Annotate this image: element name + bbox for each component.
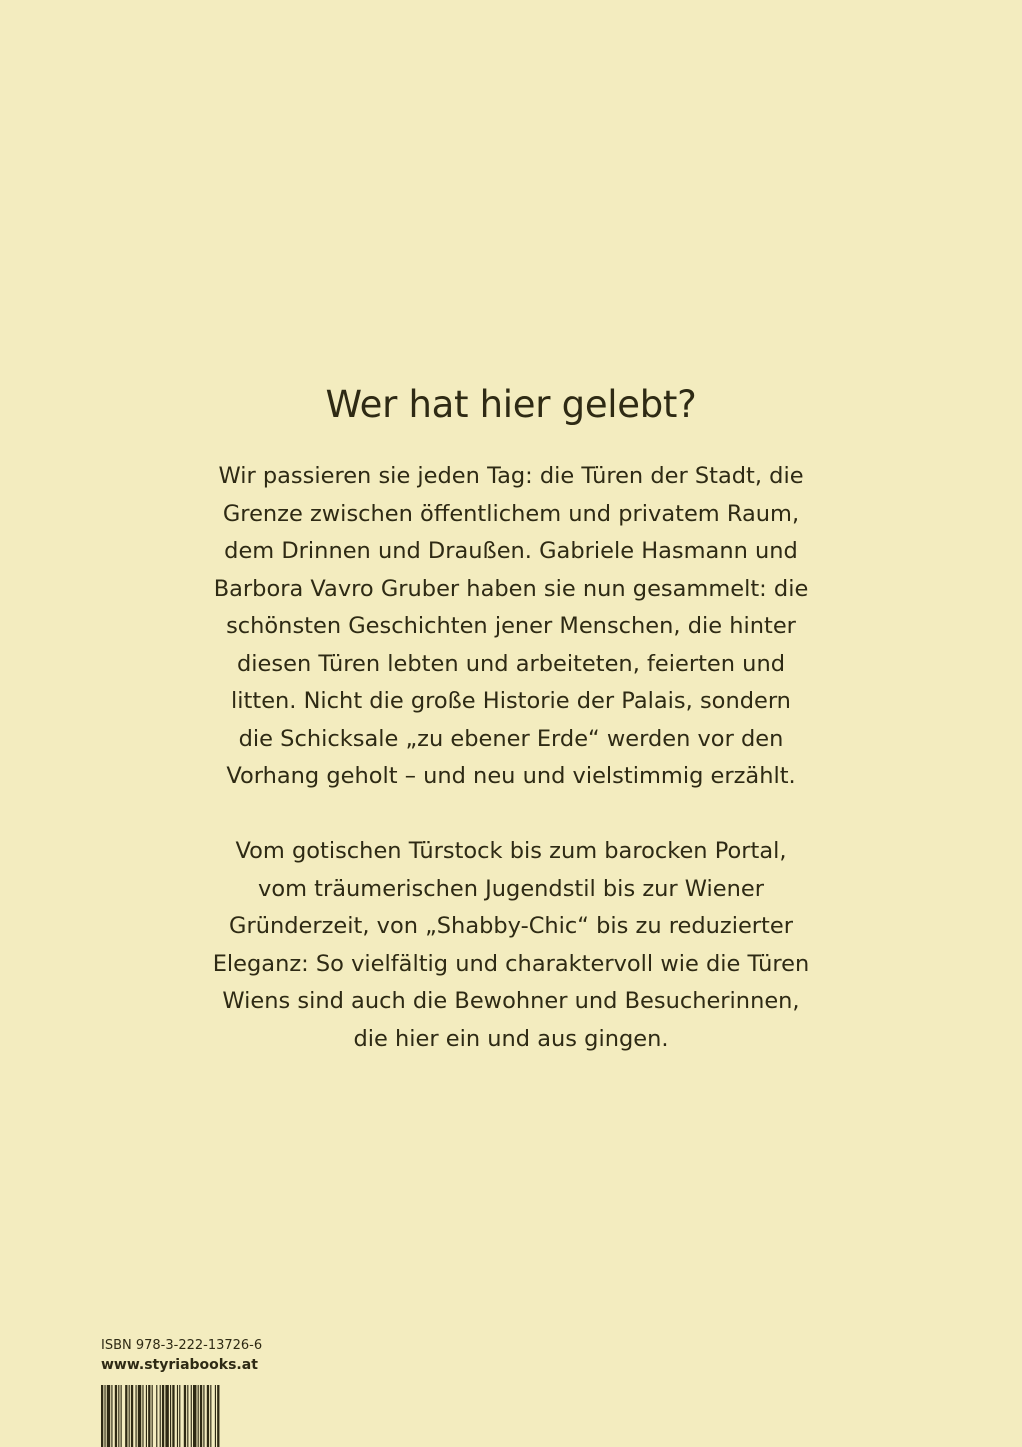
barcode-bar — [187, 1385, 188, 1447]
barcode-bar — [184, 1385, 186, 1447]
barcode-bar — [177, 1385, 178, 1447]
barcode-bar — [165, 1385, 168, 1447]
blurb-line: schönsten Geschichten jener Menschen, die hinter — [226, 613, 796, 639]
barcode-bar — [217, 1385, 219, 1447]
blurb-line: litten. Nicht die große Historie der Palais, sondern — [231, 688, 791, 714]
blurb-line: vom träumerischen Jugendstil bis zur Wiener — [258, 875, 764, 902]
blurb-paragraph-2 — [196, 833, 826, 1058]
barcode-bar — [142, 1385, 143, 1447]
barcode-bar — [152, 1385, 153, 1447]
barcode-bar — [121, 1385, 122, 1447]
barcode-bar — [104, 1385, 105, 1447]
barcode-bar — [172, 1385, 174, 1447]
barcode-bar — [115, 1385, 117, 1447]
barcode-bar — [198, 1385, 199, 1447]
barcode-bar — [210, 1385, 211, 1447]
blurb-line: Wir passieren sie jeden Tag: die Türen der Stadt, die — [218, 463, 804, 489]
barcode-bar — [160, 1385, 161, 1447]
barcode-bar — [138, 1385, 141, 1447]
barcode-bar — [101, 1385, 103, 1447]
blurb-line: Eleganz: So vielfältig und charaktervoll wie die Türen — [212, 950, 810, 977]
barcode-bar — [193, 1385, 196, 1447]
blurb-line: Vom gotischen Türstock bis zum barocken Portal, — [235, 838, 787, 864]
barcode-bar — [131, 1385, 133, 1447]
barcode-bar — [146, 1385, 147, 1447]
barcode-bar — [179, 1385, 180, 1447]
blurb-line: Grenze zwischen öffentlichem und privatem Raum, — [222, 500, 800, 527]
blurb-line: die hier ein und aus gingen. — [353, 1025, 669, 1052]
blurb-line: dem Drinnen und Draußen. Gabriele Hasmann und — [224, 538, 798, 564]
barcode-bar — [203, 1385, 204, 1447]
isbn-block — [101, 1337, 301, 1375]
barcode-bar — [107, 1385, 110, 1447]
blurb-line: Vorhang geholt – und neu und vielstimmig erzählt. — [226, 763, 796, 789]
barcode-bar — [148, 1385, 150, 1447]
barcode-bar — [200, 1385, 202, 1447]
barcode-bar — [125, 1385, 127, 1447]
blurb-line: diesen Türen lebten und arbeiteten, feierten und — [237, 650, 785, 677]
barcode-bar — [207, 1385, 209, 1447]
blurb-line: Barbora Vavro Gruber haben sie nun gesammelt: die — [213, 575, 809, 602]
blurb-paragraph-1 — [196, 458, 826, 796]
blurb-line: die Schicksale „zu ebener Erde“ werden vor den — [238, 725, 784, 752]
barcode-bar — [156, 1385, 157, 1447]
blurb-line: Wiens sind auch die Bewohner und Besucherinnen, — [222, 988, 800, 1014]
isbn-number: ISBN 978-3-222-13726-6 — [101, 1338, 263, 1353]
barcode-bar — [191, 1385, 192, 1447]
headline: Wer hat hier gelebt? — [325, 383, 697, 426]
barcode-bar — [162, 1385, 164, 1447]
barcode-bar — [118, 1385, 119, 1447]
barcode-bar — [170, 1385, 171, 1447]
publisher-website: www.styriabooks.at — [101, 1357, 258, 1373]
barcode-bar — [111, 1385, 112, 1447]
barcode — [101, 1385, 261, 1447]
blurb-line: Gründerzeit, von „Shabby-Chic“ bis zu reduzierter — [229, 913, 793, 939]
barcode-bar — [215, 1385, 216, 1447]
barcode-bar — [129, 1385, 130, 1447]
barcode-bar — [136, 1385, 137, 1447]
